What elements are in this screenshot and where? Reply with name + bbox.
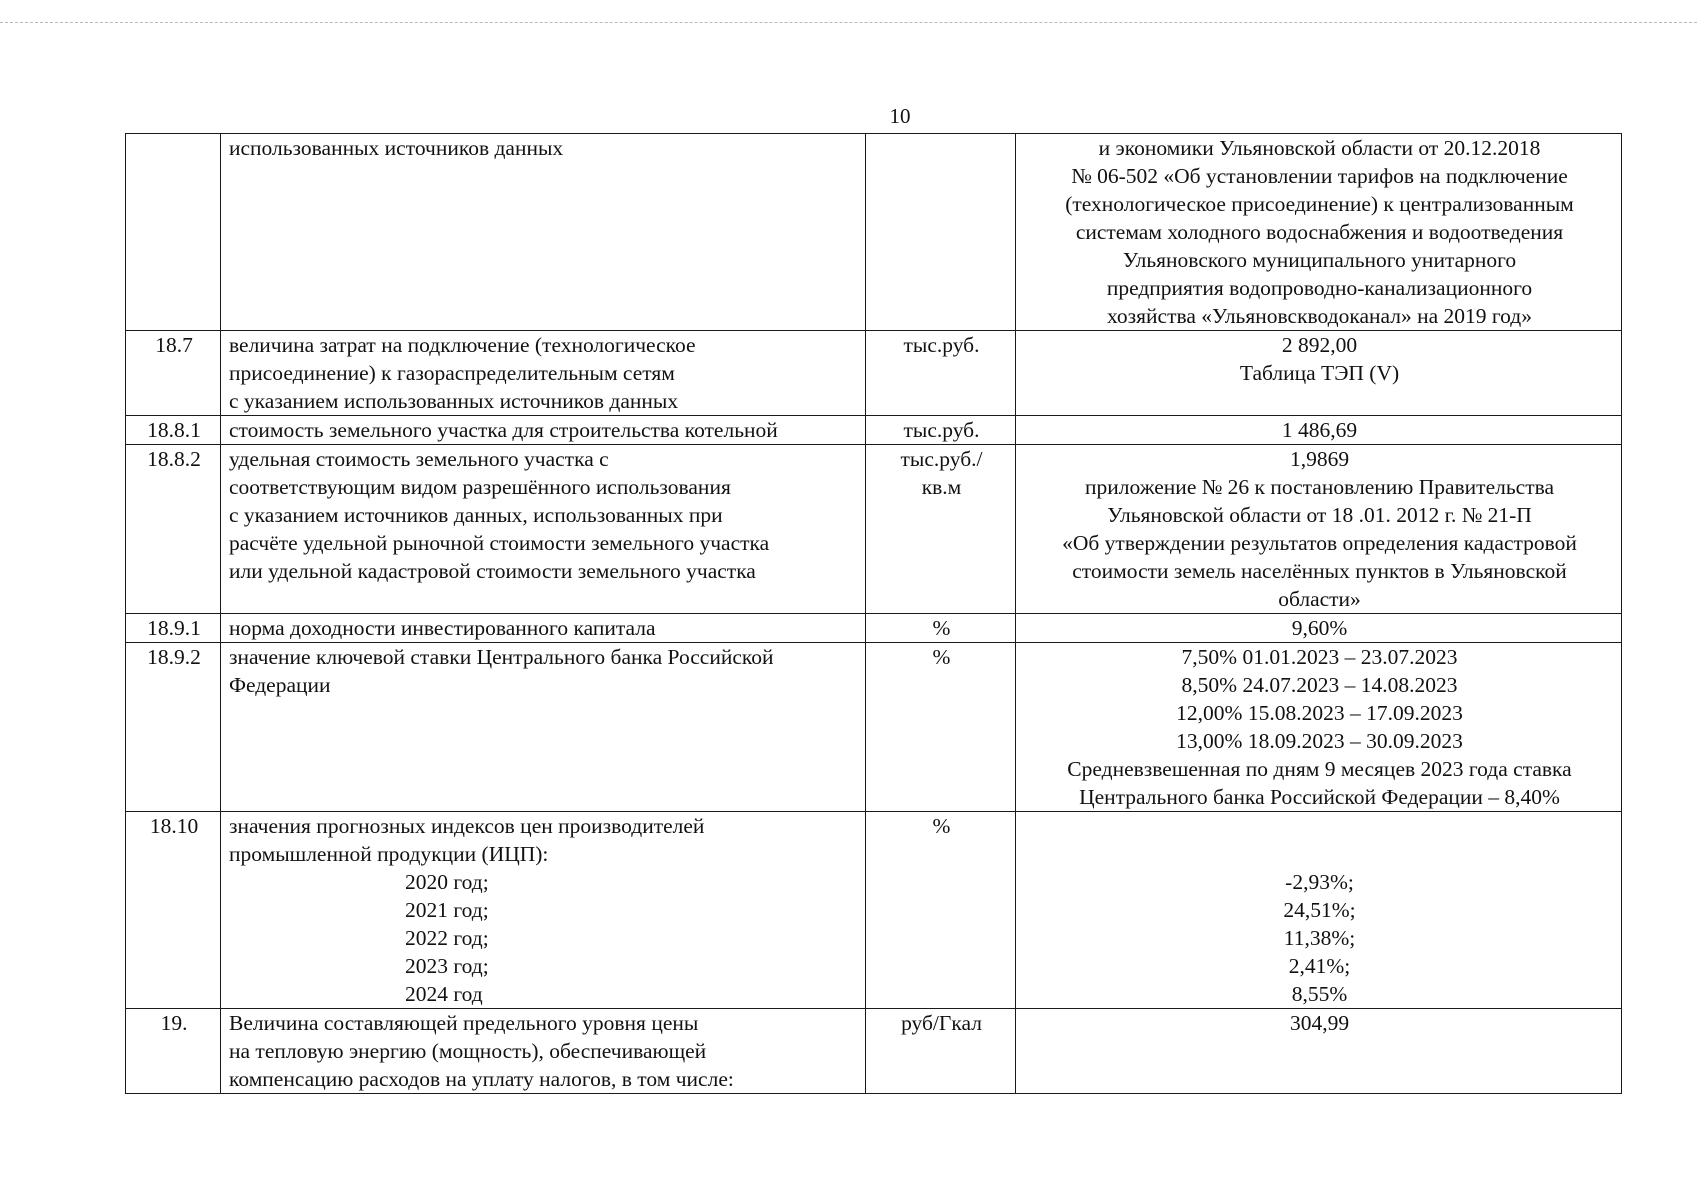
- row-number: 19.: [126, 1009, 221, 1094]
- tariff-parameters-table: [125, 133, 1622, 1094]
- row-description: удельная стоимость земельного участка с соответствующим видом разрешённого использования с указанием источников данных, использованных при расчёте удельной рыночной стоимости земельного участка или удельной кадастровой стоимости земельного участка: [221, 445, 866, 614]
- year-label: 2023 год;: [405, 954, 489, 978]
- row-description: величина затрат на подключение (технологическое присоединение) к газораспределительным сетям с указанием использованных источников данных: [221, 331, 866, 416]
- year-label: 2022 год;: [405, 926, 489, 950]
- year-label: 2021 год;: [405, 898, 489, 922]
- row-number: 18.7: [126, 331, 221, 416]
- row-unit: %: [866, 643, 1016, 812]
- page-number: 10: [889, 104, 911, 128]
- row-number: 18.9.2: [126, 643, 221, 812]
- row-unit: %: [866, 812, 1016, 1009]
- table-row: [126, 643, 1622, 812]
- year-label: 2020 год;: [405, 870, 489, 894]
- table-row: [126, 614, 1622, 643]
- table-row: [126, 134, 1622, 331]
- row-description: стоимость земельного участка для строительства котельной: [221, 416, 866, 445]
- table-row: [126, 1009, 1622, 1094]
- row-value: 9,60%: [1016, 614, 1622, 643]
- row-value: 7,50% 01.01.2023 – 23.07.2023 8,50% 24.07.2023 – 14.08.2023 12,00% 15.08.2023 – 17.09.2023 13,00% 18.09.2023 – 30.09.2023 Средневзвешенная по дням 9 месяцев 2023 года ставка Центрального банка Российской Федерации – 8,40%: [1016, 643, 1622, 812]
- row-unit: руб/Гкал: [866, 1009, 1016, 1094]
- row-value: 1,9869 приложение № 26 к постановлению Правительства Ульяновской области от 18 .01. 2012 г. № 21-П «Об утверждении результатов определения кадастровой стоимости земель населённых пунктов в Ульяновской области»: [1016, 445, 1622, 614]
- row-number: 18.10: [126, 812, 221, 1009]
- scan-edge-line: [0, 22, 1697, 23]
- row-description: использованных источников данных: [221, 134, 866, 331]
- row-unit: тыс.руб.: [866, 416, 1016, 445]
- row-unit: тыс.руб.: [866, 331, 1016, 416]
- year-label: 2024 год: [405, 982, 483, 1006]
- row-unit: тыс.руб./ кв.м: [866, 445, 1016, 614]
- row-unit: %: [866, 614, 1016, 643]
- row-value: и экономики Ульяновской области от 20.12.2018 № 06-502 «Об установлении тарифов на подключение (технологическое присоединение) к централизованным системам холодного водоснабжения и водоотведения Ульяновского муниципального унитарного предприятия водопроводно-канализационного хозяйства «Ульяновскводоканал» на 2019 год»: [1016, 134, 1622, 331]
- row-value: 2 892,00 Таблица ТЭП (V): [1016, 331, 1622, 416]
- table-row: [126, 331, 1622, 416]
- row-value: 304,99: [1016, 1009, 1622, 1094]
- row-description: норма доходности инвестированного капитала: [221, 614, 866, 643]
- row-number: 18.8.2: [126, 445, 221, 614]
- row-unit: [866, 134, 1016, 331]
- table-row: [126, 812, 1622, 1009]
- row-description: значение ключевой ставки Центрального банка Российской Федерации: [221, 643, 866, 812]
- row-number: 18.8.1: [126, 416, 221, 445]
- row-description: значения прогнозных индексов цен производителей промышленной продукции (ИЦП): 2020 год; 2021 год; 2022 год; 2023 год; 2024 год: [221, 812, 866, 1009]
- row-number: [126, 134, 221, 331]
- table-row: [126, 445, 1622, 614]
- row-description: Величина составляющей предельного уровня цены на тепловую энергию (мощность), обеспечивающей компенсацию расходов на уплату налогов, в том числе:: [221, 1009, 866, 1094]
- table-row: [126, 416, 1622, 445]
- row-number: 18.9.1: [126, 614, 221, 643]
- row-value: 1 486,69: [1016, 416, 1622, 445]
- row-value: -2,93%; 24,51%; 11,38%; 2,41%; 8,55%: [1016, 812, 1622, 1009]
